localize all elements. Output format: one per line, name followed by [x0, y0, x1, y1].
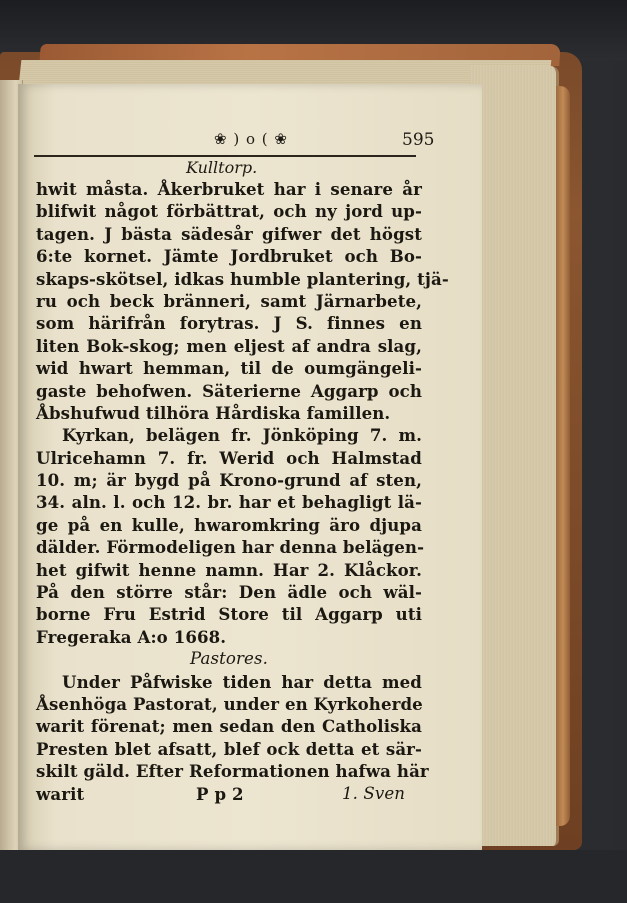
text-line: skilt gäld. Efter Reformationen hafwa här [36, 761, 429, 782]
page-header [36, 126, 436, 152]
text-line: Fregeraka A:o 1668. [36, 626, 227, 647]
running-title: Kulltorp. [186, 158, 258, 177]
page-stack-right [470, 66, 559, 846]
text-line: skaps-skötsel, idkas humble plantering, tjä- [36, 268, 449, 289]
text-line: 34. aln. l. och 12. br. har et behagligt lä- [36, 492, 422, 513]
text-line: Under Påfwiske tiden har detta med [62, 671, 422, 692]
text-line: ge på en kulle, hwaromkring äro djupa [36, 514, 422, 535]
text-line: gaste behofwen. Säterierne Aggarp och [36, 380, 422, 401]
text-line: Presten blet afsatt, blef ock detta et sär- [36, 738, 422, 759]
text-line: wid hwart hemman, til de oumgängeli- [36, 358, 422, 379]
signature-mark: P p 2 [196, 783, 244, 804]
text-line: Åbshufwud tilhöra Hårdiska famillen. [36, 402, 391, 423]
catchword-right: 1. Sven [342, 783, 406, 803]
text-line: het gifwit henne namn. Har 2. Klåckor. [36, 559, 422, 580]
text-line: liten Bok-skog; men eljest af andra slag, [36, 335, 422, 356]
text-line: dälder. Förmodeligen har denna belägen- [36, 537, 425, 558]
text-line: Kyrkan, belägen fr. Jönköping 7. m. [62, 425, 422, 446]
section-title: Pastores. [190, 649, 268, 669]
header-rule [34, 155, 416, 157]
page-footer [36, 783, 422, 805]
text-line: hwit måsta. Åkerbruket har i senare år [36, 179, 422, 199]
text-line: 6:te kornet. Jämte Jordbruket och Bo- [36, 246, 422, 267]
text-line: ru och beck bränneri, samt Järnarbete, [36, 290, 422, 311]
catchword-left: warit [36, 783, 85, 804]
text-line: På den större står: Den ädle och wäl- [36, 582, 422, 603]
text-line: som härifrån forytras. J S. finnes en [36, 313, 422, 334]
text-line: warit förenat; men sedan den Catholiska [36, 716, 422, 737]
page-number: 595 [402, 130, 435, 150]
text-line: Åsenhöga Pastorat, under en Kyrkoherde [36, 693, 423, 714]
header-ornament: ❀ ) o ( ❀ [214, 130, 288, 148]
text-line: blifwit något förbättrat, och ny jord up- [36, 201, 422, 222]
page-body [36, 178, 449, 805]
text-line: borne Fru Estrid Store til Aggarp uti [36, 604, 422, 625]
text-line: tagen. J bästa sädesår gifwer det högst [36, 223, 422, 244]
text-line: 10. m; är bygd på Krono-grund af sten, [36, 470, 422, 491]
background-bottom [0, 850, 627, 903]
text-line: Ulricehamn 7. fr. Werid och Halmstad [36, 447, 422, 468]
